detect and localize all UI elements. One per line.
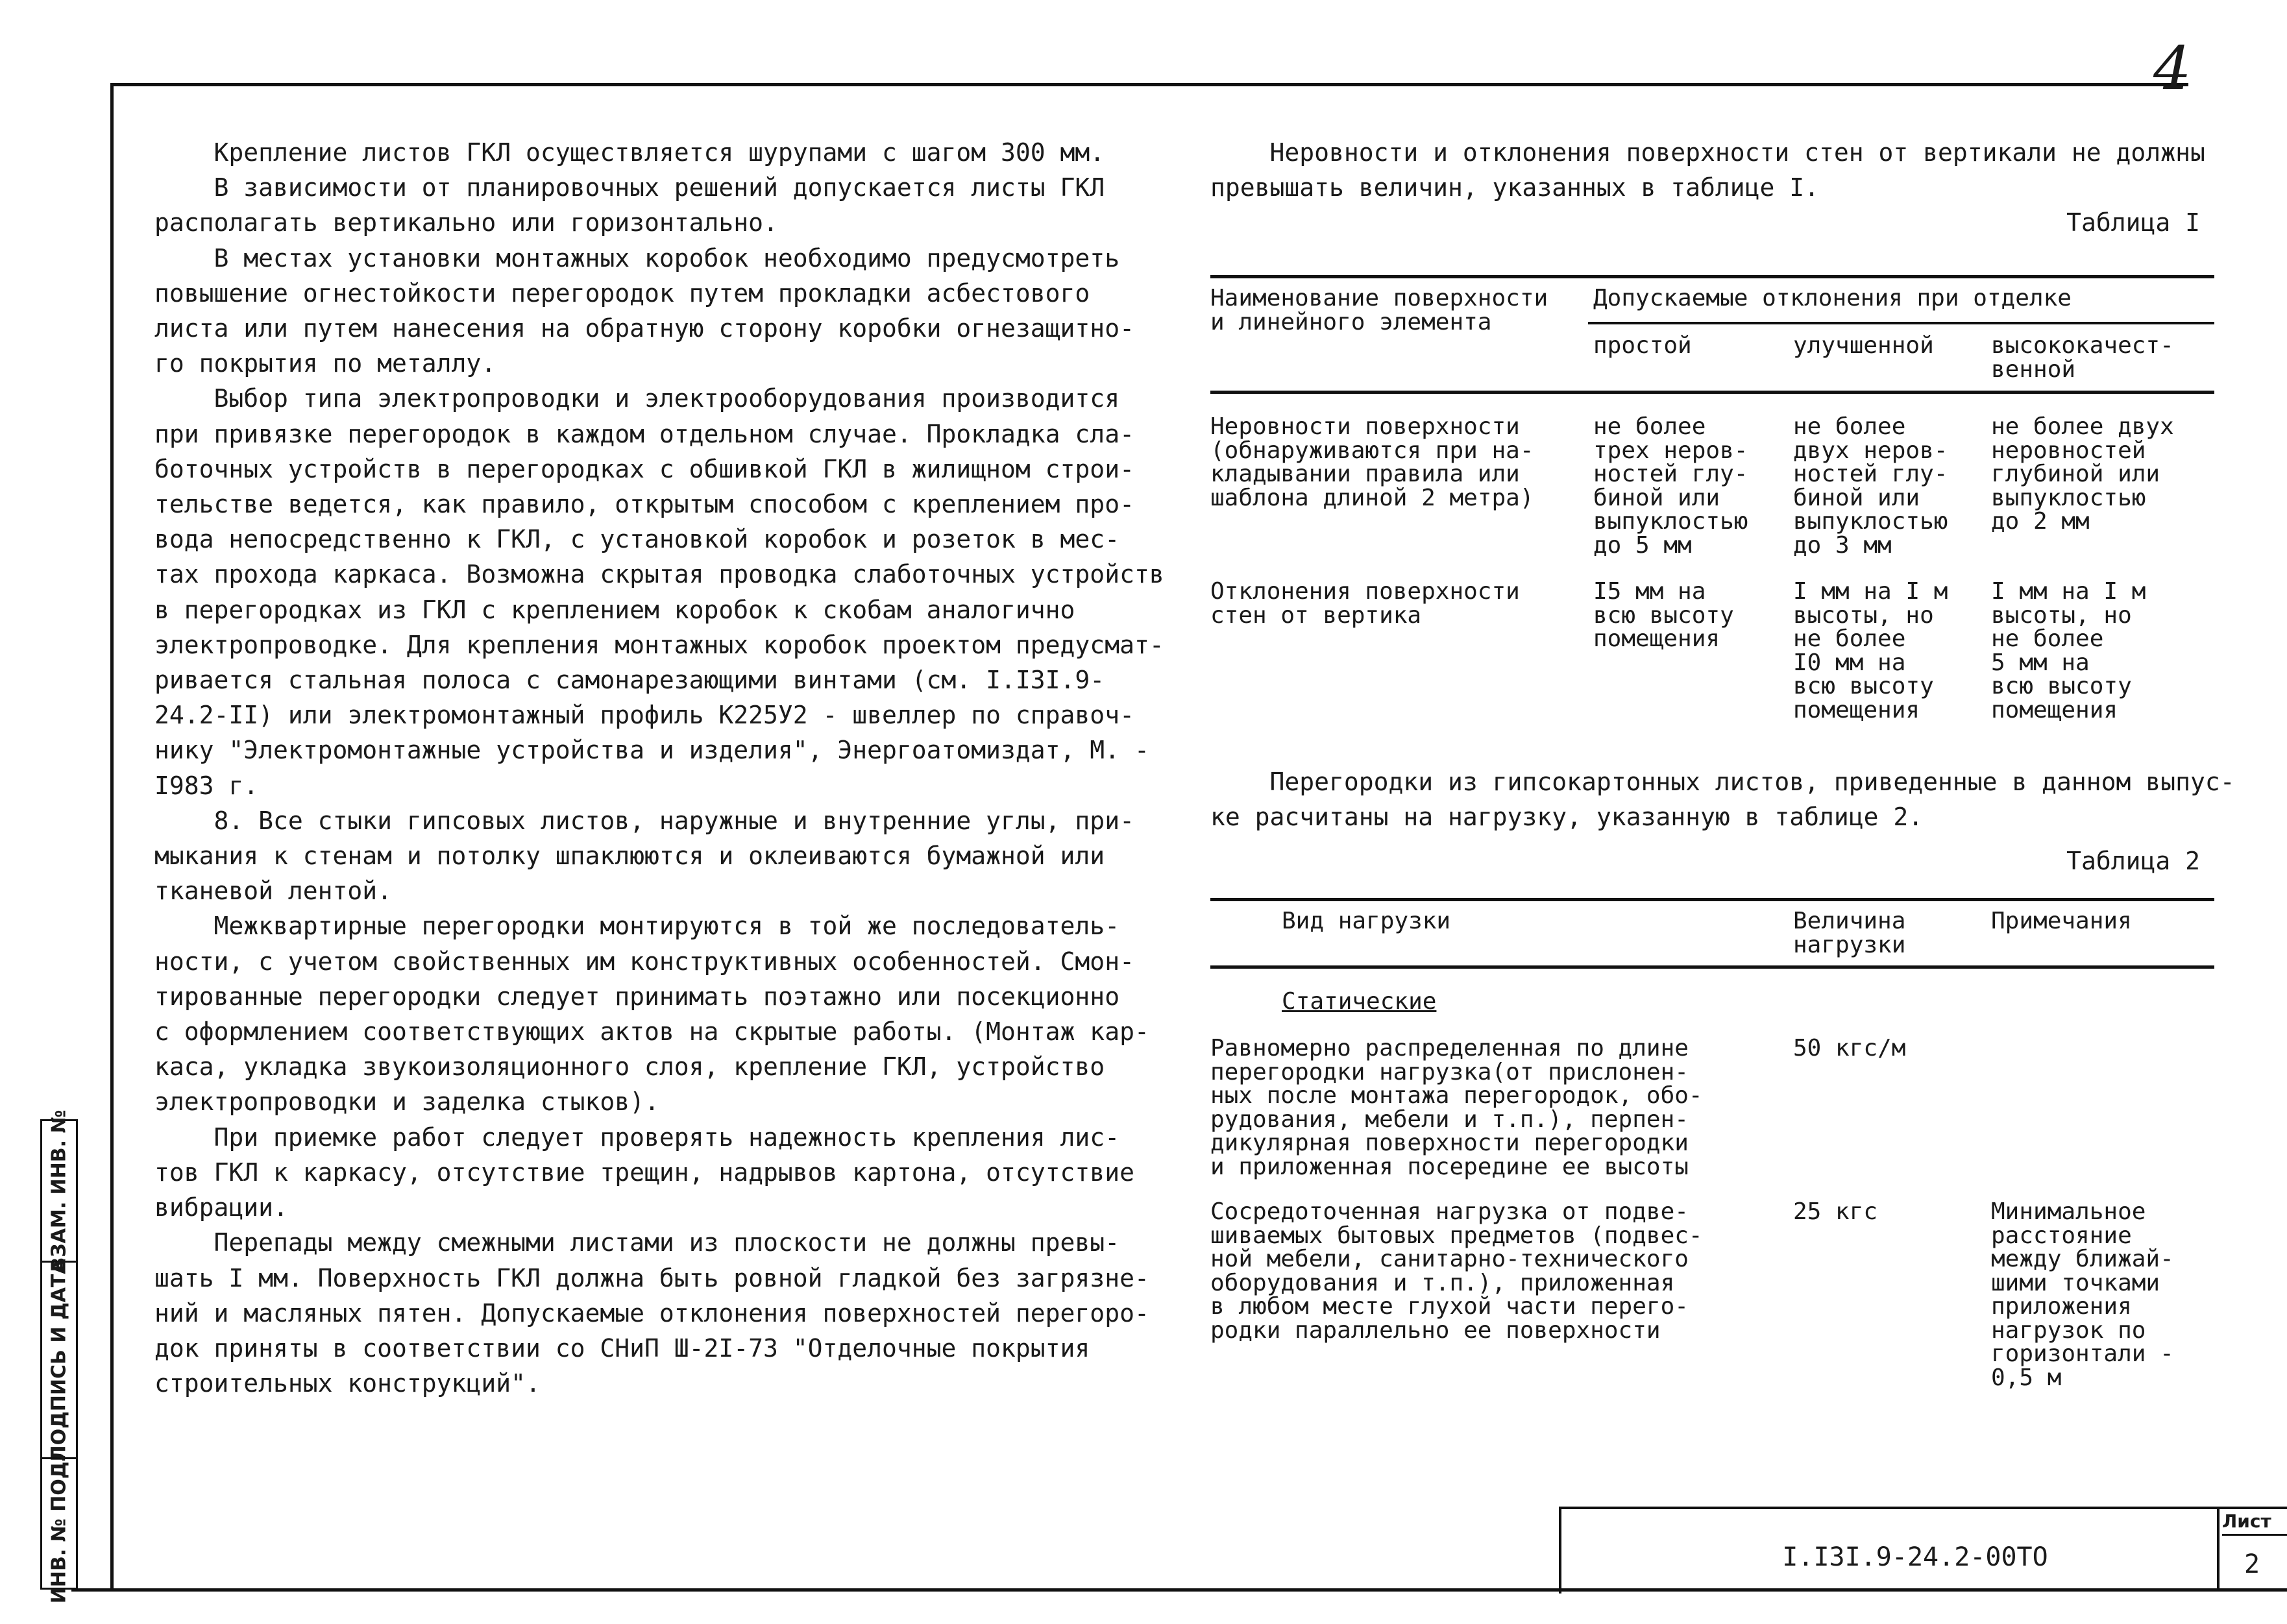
text-line: боточных устройств в перегородках с обшивкой ГКЛ в жилищном строи- (154, 454, 1134, 483)
text-line: электропроводки и заделка стыков). (154, 1087, 659, 1117)
table2-header-value: Величина нагрузки (1793, 908, 1906, 958)
table1-row2-name: Отклонения поверхности стен от вертика (1210, 578, 1520, 629)
table-rule (1210, 275, 2214, 278)
text-line: Межквартирные перегородки монтируются в той же последователь- (154, 912, 1120, 941)
text-line: В зависимости от планировочных решений допускается листы ГКЛ (154, 173, 1105, 202)
table1-header-improved: улучшенной (1793, 332, 1934, 359)
frame-left-line (110, 83, 114, 1592)
table1-row1-name: Неровности поверхности (обнаруживаются при на- кладывании правила или шаблона длиной 2 метра) (1210, 413, 1534, 511)
table1-row2-high: I мм на I м высоты, но не более 5 мм на всю высоту помещения (1991, 578, 2146, 723)
text-line: В местах установки монтажных коробок необходимо предусмотреть (154, 243, 1120, 273)
document-code: I.I3I.9-24.2-00ТО (1782, 1542, 2048, 1572)
table1-row1-high: не более двух неровностей глубиной или выпуклостью до 2 мм (1991, 413, 2174, 535)
right-intro (1210, 135, 2223, 240)
table-rule (1210, 391, 2214, 394)
text-line: каса, укладка звукоизоляционного слоя, крепление ГКЛ, устройство (154, 1052, 1105, 1082)
table1-header-group: Допускаемые отклонения при отделке (1593, 285, 2072, 311)
text-line: тканевой лентой. (154, 877, 393, 906)
sheet-box (2217, 1507, 2287, 1591)
text-line: мыкания к стенам и потолку шпаклюются и оклеиваются бумажной или (154, 842, 1105, 871)
text-line: ний и масляных пятен. Допускаемые отклонения поверхностей перегоро- (154, 1298, 1149, 1327)
stamp-label-vzam: ВЗАМ. ИНВ. № (47, 1109, 71, 1272)
text-line: повышение огнестойкости перегородок путем прокладки асбестового (154, 278, 1090, 308)
text-line: нику "Электромонтажные устройства и изделия", Энергоатомиздат, М. - (154, 736, 1149, 765)
table1-row1-improved: не более двух неров- ностей глу- биной или выпуклостью до 3 мм (1793, 413, 1948, 559)
text-line: в перегородках из ГКЛ с креплением коробок к скобам аналогично (154, 595, 1075, 624)
sheet-number: 2 (2244, 1549, 2260, 1579)
text-line: с оформлением соответствующих актов на скрытые работы. (Монтаж кар- (154, 1017, 1149, 1047)
title-block (1559, 1507, 2269, 1594)
table1-caption: Таблица I (2066, 208, 2200, 237)
text-line: ности, с учетом свойственных им конструктивных особенностей. Смон- (154, 947, 1134, 976)
text-line: Перепады между смежными листами из плоскости не должны превы- (154, 1228, 1120, 1257)
text-line: при привязке перегородок в каждом отдельном случае. Прокладка сла- (154, 419, 1134, 448)
table2-row2-value: 25 кгс (1793, 1198, 1878, 1225)
text-line: Выбор типа электропроводки и электрооборудования производится (154, 384, 1120, 413)
text-line: тах прохода каркаса. Возможна скрытая проводка слаботочных устройств (154, 560, 1164, 589)
table-rule (1210, 898, 2214, 901)
table1-row2-improved: I мм на I м высоты, но не более I0 мм на всю высоту помещения (1793, 578, 1948, 723)
text-line: ривается стальная полоса с самонарезающими винтами (см. I.I3I.9- (154, 666, 1105, 695)
table2-row2-desc: Сосредоточенная нагрузка от подве- шиваемых бытовых предметов (подвес- ной мебели, санитарно-технического оборудования и т.п.), приложенная в любом месте глухой части перего- родки параллельно ее поверхности (1210, 1198, 1703, 1344)
table1-row1-simple: не более трех неров- ностей глу- биной или выпуклостью до 5 мм (1593, 413, 1748, 559)
table2 (1210, 895, 2214, 1401)
text-line: тов ГКЛ к каркасу, отсутствие трещин, надрывов картона, отсутствие (154, 1157, 1134, 1187)
sheet-label: Лист (2222, 1509, 2287, 1536)
text-line: шать I мм. Поверхность ГКЛ должна быть ровной гладкой без загрязне- (154, 1263, 1149, 1292)
table-rule (1588, 322, 2214, 324)
table1-row2-simple: I5 мм на всю высоту помещения (1593, 578, 1734, 652)
table2-section-static: Статические (1282, 988, 1437, 1015)
text-line: I983 г. (154, 771, 259, 800)
text-line: превышать величин, указанных в таблице I. (1210, 173, 1819, 202)
text-line: Крепление листов ГКЛ осуществляется шурупами с шагом 300 мм. (154, 138, 1105, 167)
frame-top-line (112, 83, 2188, 86)
table2-row1-value: 50 кгс/м (1793, 1035, 1906, 1061)
table2-header-notes: Примечания (1991, 908, 2132, 934)
text-line: 24.2-II) или электромонтажный профиль К225У2 - швеллер по справоч- (154, 701, 1134, 730)
table2-row1-desc: Равномерно распределенная по длине перегородки нагрузка(от прислонен- ных после монтажа перегородок, обо- рудования, мебели и т.п.), перпен- дикулярная поверхности перегородки и приложенная посередине ее высоты (1210, 1035, 1703, 1180)
text-line: го покрытия по металлу. (154, 349, 496, 378)
table1-header-simple: простой (1593, 332, 1692, 359)
text-line: тельстве ведется, как правило, открытым способом с креплением про- (154, 490, 1134, 519)
text-line: Перегородки из гипсокартонных листов, приведенные в данном выпус- (1210, 768, 2235, 796)
text-line: При приемке работ следует проверять надежность крепления лис- (154, 1122, 1120, 1152)
text-line: 8. Все стыки гипсовых листов, наружные и внутренние углы, при- (154, 806, 1134, 835)
text-line: электропроводке. Для крепления монтажных коробок проектом предусмат- (154, 630, 1164, 659)
text-line: Неровности и отклонения поверхности стен от вертикали не должны (1210, 138, 2205, 167)
table1-header-name: Наименование поверхности и линейного элемента (1210, 285, 1548, 335)
side-stamp (40, 1109, 78, 1603)
text-line: строительных конструкций". (154, 1369, 541, 1398)
page-number: 4 (2153, 34, 2192, 103)
table1 (1210, 273, 2214, 740)
table2-row2-note: Минимальное расстояние между ближай- шими точками приложения нагрузок по горизонтали - 0,5 м (1991, 1198, 2174, 1391)
text-line: располагать вертикально или горизонтально. (154, 208, 778, 237)
stamp-label-inv: ИНВ. № ПОДЛ (47, 1445, 71, 1603)
right-middle (1210, 764, 2235, 879)
text-line: вибрации. (154, 1193, 288, 1222)
text-line: тированные перегородки следует принимать поэтажно или посекционно (154, 982, 1120, 1011)
text-line: ке расчитаны на нагрузку, указанную в таблице 2. (1210, 803, 1924, 831)
stamp-label-signature: ПОДПИСЬ И ДАТА (47, 1258, 71, 1462)
text-line: вода непосредственно к ГКЛ, с установкой коробок и розеток в мес- (154, 525, 1120, 554)
text-line: листа или путем нанесения на обратную сторону коробки огнезащитно- (154, 314, 1134, 343)
text-line: док приняты в соответствии со СНиП Ш-2I-73 "Отделочные покрытия (154, 1333, 1090, 1363)
table-rule (1210, 965, 2214, 969)
table2-caption: Таблица 2 (2066, 847, 2200, 875)
left-text-column (154, 135, 1164, 1401)
table1-header-high: высококачест- венной (1991, 332, 2174, 383)
table2-header-type: Вид нагрузки (1282, 908, 1451, 934)
